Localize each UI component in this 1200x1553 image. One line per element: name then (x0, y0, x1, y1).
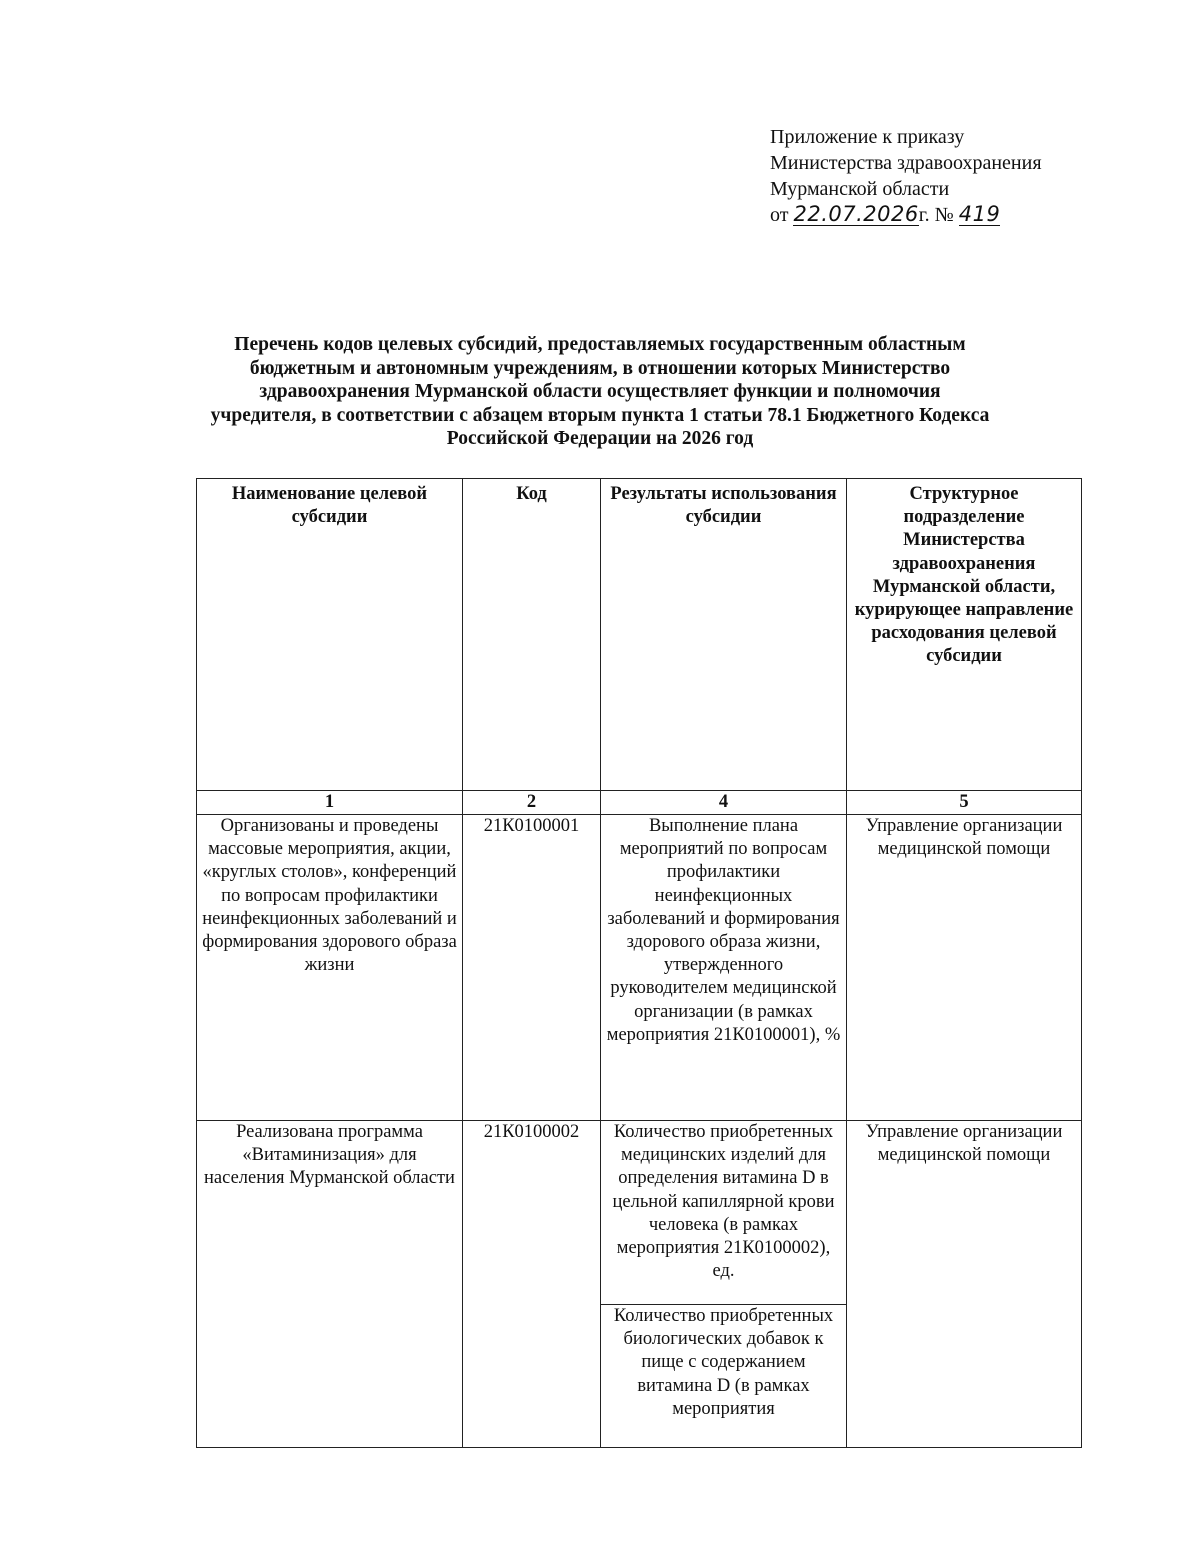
appendix-header (770, 124, 1110, 228)
header-code: Код (463, 479, 601, 791)
header-division: Структурное подразделение Министерства здравоохранения Мурманской области, курирующее направление расходования целевой субсидии (847, 479, 1082, 791)
document-title: Перечень кодов целевых субсидий, предоставляемых государственным областным бюджетным и автономным учреждениям, в отношении которых Министерство здравоохранения Мурманской области осуществляет функции и полномочия учредителя, в соответствии с абзацем вторым пункта 1 статьи 78.1 Бюджетного Кодекса Российской Федерации на 2026 год (210, 334, 990, 449)
cell-result: Выполнение плана мероприятий по вопросам профилактики неинфекционных заболеваний и формирования здорового образа жизни, утвержденного руководителем медицинской организации (в рамках мероприятия 21К0100001), % (601, 815, 847, 1121)
appendix-line-3: Мурманской области (770, 178, 950, 200)
header-name: Наименование целевой субсидии (197, 479, 463, 791)
header-results: Результаты использования субсидии (601, 479, 847, 791)
column-number: 2 (463, 791, 601, 815)
column-number: 1 (197, 791, 463, 815)
table-row (197, 1121, 1082, 1305)
column-numbers-row (197, 791, 1082, 815)
subsidy-codes-table (196, 478, 1082, 1448)
table-row (197, 815, 1082, 1121)
cell-division: Управление организации медицинской помощи (847, 815, 1082, 1121)
cell-code: 21К0100001 (463, 815, 601, 1121)
cell-code: 21К0100002 (463, 1121, 601, 1448)
appendix-line-1: Приложение к приказу (770, 126, 965, 148)
column-number: 5 (847, 791, 1082, 815)
cell-division: Управление организации медицинской помощи (847, 1121, 1082, 1448)
handwritten-number: 419 (958, 202, 1001, 226)
appendix-line-2: Министерства здравоохранения (770, 152, 1042, 174)
column-number: 4 (601, 791, 847, 815)
appendix-date-row (770, 202, 1110, 228)
handwritten-date: 22.07.2026 (793, 202, 919, 226)
cell-result: Количество приобретенных медицинских изделий для определения витамина D в цельной капиллярной крови человека (в рамках мероприятия 21К0100002), ед. (601, 1121, 847, 1305)
date-prefix: от (770, 204, 789, 226)
cell-name: Организованы и проведены массовые мероприятия, акции, «круглых столов», конференций по вопросам профилактики неинфекционных заболеваний и формирования здорового образа жизни (197, 815, 463, 1121)
cell-name: Реализована программа «Витаминизация» для населения Мурманской области (197, 1121, 463, 1448)
table-header-row (197, 479, 1082, 791)
date-suffix: г. № (918, 204, 954, 226)
cell-result: Количество приобретенных биологических добавок к пище с содержанием витамина D (в рамках мероприятия (601, 1305, 847, 1448)
